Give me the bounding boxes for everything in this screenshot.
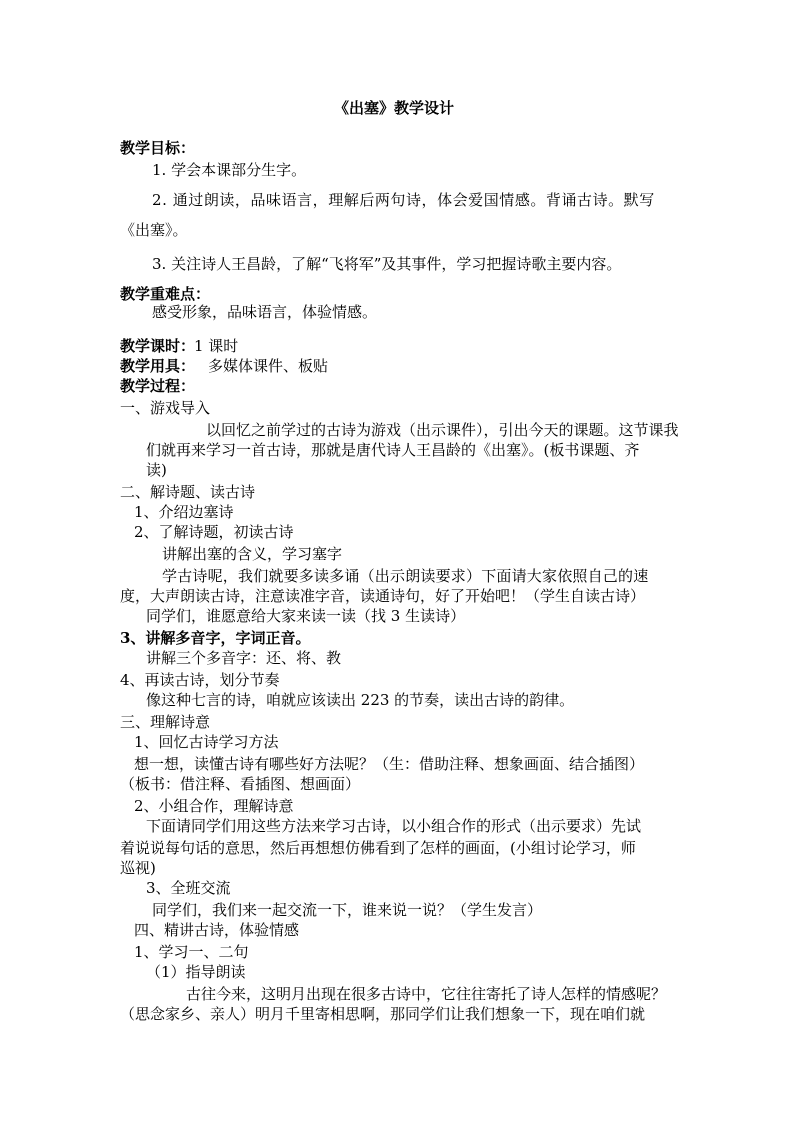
section-4-item-1: 1、学习一、二句 [134,943,249,961]
section-2-item-2-text-b-line-2: 度，大声朗读古诗，注意读准字音，读通诗句，好了开始吧！（学生自读古诗） [120,587,646,605]
process-heading: 教学过程： [120,377,196,395]
section-2-item-4-text: 像这种七言的诗，咱就应该读出 223 的节奏，读出古诗的韵律。 [146,691,575,709]
goal-item-2-line-1: 2. 通过朗读，品味语言，理解后两句诗，体会爱国情感。背诵古诗。默写 [152,191,655,209]
section-1-paragraph-line-2: 们就再来学习一首古诗，那就是唐代诗人王昌龄的《出塞》。(板书课题、齐 [146,441,640,459]
key-points-heading: 教学重难点： [120,285,211,303]
section-3-heading: 三、理解诗意 [120,713,211,731]
section-2-item-1: 1、介绍边塞诗 [134,503,234,521]
section-2-item-2: 2、了解诗题，初读古诗 [134,523,294,541]
section-1-heading: 一、游戏导入 [120,399,211,417]
goal-item-2-line-2: 《出塞》。 [120,221,188,239]
section-4-heading: 四、精讲古诗，体验情感 [134,921,300,939]
section-3-item-1-text-b: （板书：借注释、看插图、想画面） [120,775,361,793]
section-1-paragraph-line-1: 以回忆之前学过的古诗为游戏（出示课件），引出今天的课题。这节课我 [206,421,679,439]
section-2-item-3: 3、讲解多音字，字词正音。 [120,629,311,647]
section-3-item-1-text-a: 想一想，读懂古诗有哪些好方法呢？（生：借助注释、想象画面、结合插图） [134,755,645,773]
section-4-item-1-text-b: （思念家乡、亲人）明月千里寄相思啊，那同学们让我们想象一下，现在咱们就 [120,1005,646,1023]
section-3-item-2-text-c: 巡视) [120,859,156,877]
section-2-heading: 二、解诗题、读古诗 [120,483,256,501]
section-2-item-2-text-a: 讲解出塞的含义，学习塞字 [162,545,343,563]
section-3-item-3-text: 同学们，我们来一起交流一下，谁来说一说？（学生发言） [152,901,543,919]
section-3-item-2-text-b: 着说说每句话的意思，然后再想想仿佛看到了怎样的画面，(小组讨论学习，师 [120,839,636,857]
section-3-item-3: 3、全班交流 [146,879,231,897]
section-3-item-2-text-a: 下面请同学们用这些方法来学习古诗，以小组合作的形式（出示要求）先试 [146,817,642,835]
section-3-item-2: 2、小组合作，理解诗意 [134,797,294,815]
key-points-text: 感受形象，品味语言，体验情感。 [152,303,378,321]
goal-item-1: 1. 学会本课部分生字。 [152,161,307,179]
section-2-item-4: 4、再读古诗，划分节奏 [120,671,280,689]
section-2-item-2-text-c: 同学们，谁愿意给大家来读一读（找 3 生读诗） [146,607,466,625]
tools-value: 多媒体课件、板贴 [208,357,329,375]
tools-label: 教学用具： [120,357,196,375]
page-title: 《出塞》教学设计 [334,99,455,117]
hours-value: 1 课时 [194,337,239,355]
section-4-item-1-text-a: 古往今来，这明月出现在很多古诗中，它往往寄托了诗人怎样的情感呢？ [186,985,667,1003]
section-2-item-3-text: 讲解三个多音字：还、将、教 [146,649,342,667]
section-4-item-1-subitem-1: （1）指导朗读 [146,963,246,981]
goal-item-3: 3. 关注诗人王昌龄，了解“飞将军”及其事件，学习把握诗歌主要内容。 [152,255,622,273]
goals-heading: 教学目标： [120,139,196,157]
section-3-item-1: 1、回忆古诗学习方法 [134,733,279,751]
hours-label: 教学课时： [120,337,196,355]
section-1-paragraph-line-3: 读) [146,461,167,479]
section-2-item-2-text-b-line-1: 学古诗呢，我们就要多读多诵（出示朗读要求）下面请大家依照自己的速 [162,567,649,585]
